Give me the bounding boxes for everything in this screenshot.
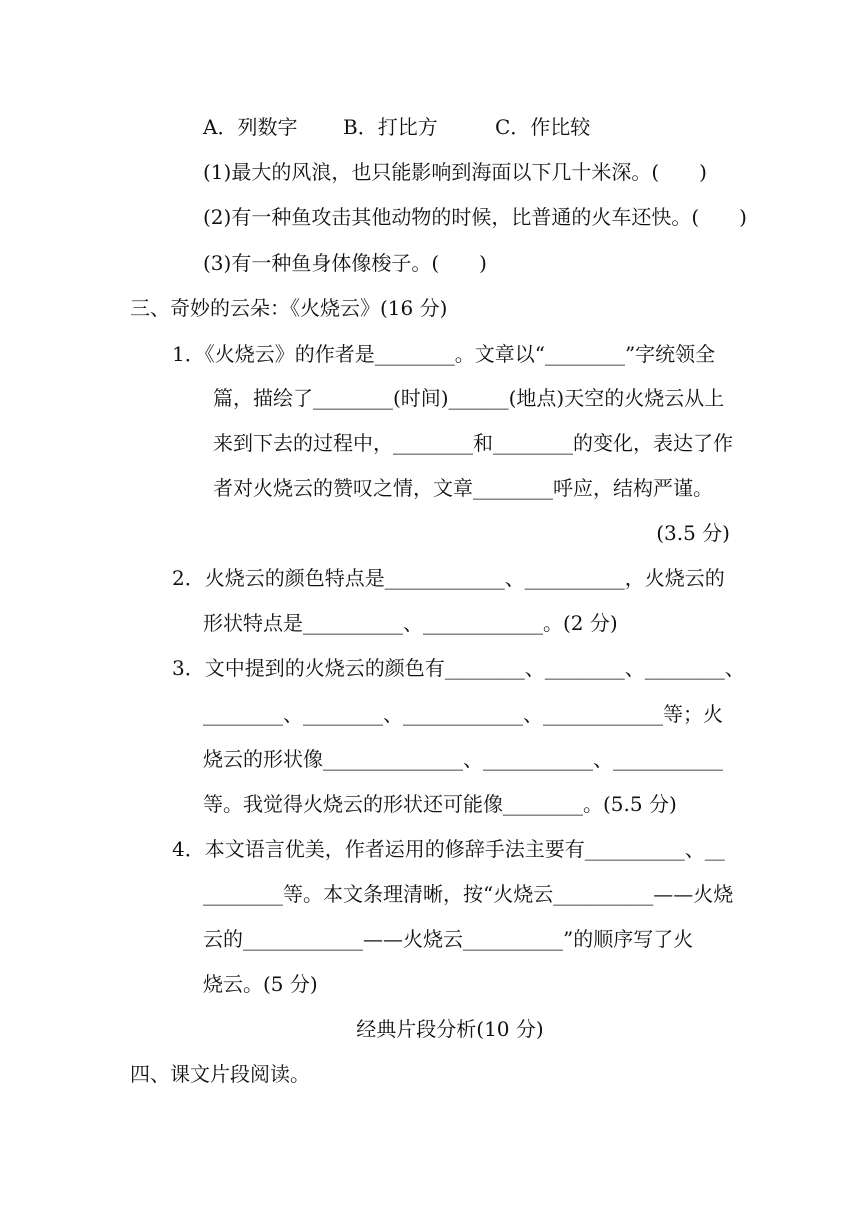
question-2-line-1: 2．火烧云的颜色特点是____________、__________，火烧云的 — [172, 566, 725, 590]
question-3-line-1: 3．文中提到的火烧云的颜色有________、________、________、 — [172, 656, 745, 680]
question-1-line-4: 者对火烧云的赞叹之情，文章________呼应，结构严谨。 — [213, 476, 713, 500]
question-3-line-4: 等。我觉得火烧云的形状还可能像________。(5.5 分) — [203, 792, 677, 816]
classic-passage-heading: 经典片段分析(10 分) — [356, 1017, 544, 1041]
question-4-line-2: ________等。本文条理清晰，按“火烧云__________——火烧 — [203, 882, 734, 906]
question-4-line-4: 烧云。(5 分) — [203, 972, 318, 996]
section-4-heading: 四、课文片段阅读。 — [130, 1062, 310, 1086]
question-4-line-3: 云的____________——火烧云__________”的顺序写了火 — [203, 927, 694, 951]
statement-3: (3)有一种鱼身体像梭子。( ) — [203, 251, 487, 275]
section-3-heading: 三、奇妙的云朵：《火烧云》(16 分) — [130, 296, 448, 320]
answer-options — [203, 113, 590, 141]
statement-1: (1)最大的风浪，也只能影响到海面以下几十米深。( ) — [203, 160, 707, 184]
question-4-line-1: 4．本文语言优美，作者运用的修辞手法主要有__________、__ — [172, 837, 725, 861]
question-3-line-3: 烧云的形状像______________、___________、___________ — [203, 747, 723, 771]
question-1-line-1: 1．《火烧云》的作者是________。文章以“________”字统领全 — [172, 342, 716, 366]
question-1-score: (3.5 分) — [656, 521, 730, 545]
question-3-line-2: ________、________、____________、____________等；火 — [203, 702, 723, 726]
question-2-line-2: 形状特点是__________、____________。(2 分) — [203, 611, 618, 635]
option-b: B．打比方 — [343, 115, 438, 139]
statement-2: (2)有一种鱼攻击其他动物的时候，比普通的火车还快。( ) — [203, 205, 747, 229]
option-a: A．列数字 — [203, 115, 298, 139]
option-c: C．作比较 — [495, 115, 591, 139]
question-1-line-3: 来到下去的过程中，________和________的变化，表达了作 — [213, 431, 733, 455]
question-1-line-2: 篇，描绘了________(时间)______(地点)天空的火烧云从上 — [213, 386, 725, 410]
